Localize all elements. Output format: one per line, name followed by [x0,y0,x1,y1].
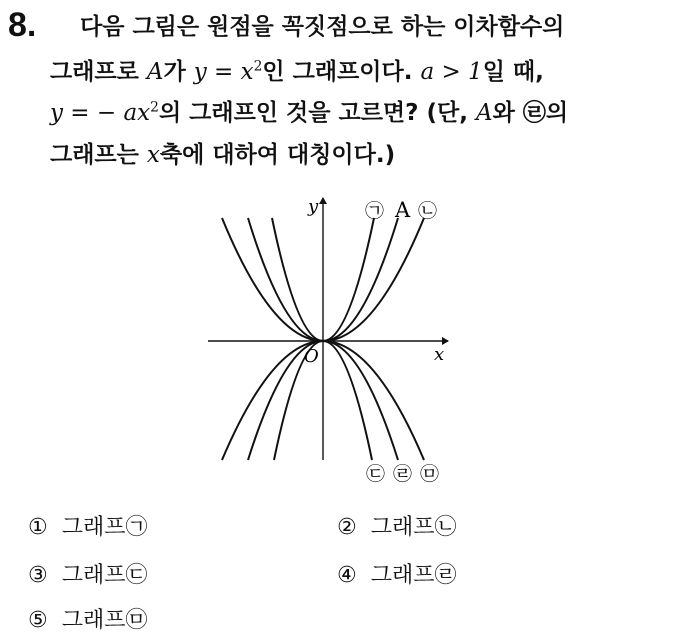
curve-label-digeut: ㉢ [366,463,386,484]
question-line-4 [50,140,395,170]
question-text: 와 ㉣의 [492,100,569,126]
equation-y-x2: $y = x^2$ [193,58,263,85]
question-line-2 [50,57,544,87]
curve-label-mieum: ㉤ [420,463,440,484]
choice-text: 그래프㉠ [61,515,148,540]
origin-label: O [304,346,319,367]
choice-4[interactable] [337,558,457,589]
parabola-graph [200,188,460,484]
choice-text: 그래프㉡ [370,515,457,540]
graph-a-symbol: A [146,59,164,85]
choice-number: ② [337,515,357,540]
x-axis-label: x [434,344,445,365]
curve-label-giyeok: ㉠ [365,200,385,222]
curve-label-rieul: ㉣ [393,463,413,484]
question-text: 일 때, [482,59,544,85]
question-line-3 [50,98,568,128]
graph-a-symbol: A [475,100,493,126]
equation-y-neg-ax2: y = − $ax^2$ [50,99,159,126]
question-text: 의 그래프인 것을 고르면? (단, [158,100,476,126]
y-axis-label: y [308,196,319,217]
choice-3[interactable] [28,558,148,589]
question-text: 가 [163,59,194,85]
question-text: 그래프는 [50,142,147,168]
question-line-1: 다음 그림은 원점을 꼭짓점으로 하는 이차함수의 [80,14,565,40]
question-text: 그래프로 [50,59,147,85]
choice-2[interactable] [337,510,457,541]
choice-text: 그래프㉢ [61,563,148,588]
choice-number: ⑤ [28,608,48,633]
choice-text: 그래프㉤ [61,608,148,633]
choice-text: 그래프㉣ [370,563,457,588]
choice-5[interactable] [28,603,148,634]
curve-label-nieun: ㉡ [418,200,438,222]
question-number: 8. [8,6,37,44]
choice-1[interactable] [28,510,148,541]
question-text: 인 그래프이다. [262,59,421,85]
choice-number: ① [28,515,48,540]
choice-number: ④ [337,563,357,588]
condition-a-gt-1: a > 1 [420,59,483,85]
curve-label-a: A [395,198,411,222]
question-text: 축에 대하여 대칭이다.) [159,142,396,168]
x-axis-symbol: x [146,142,160,168]
choice-number: ③ [28,563,48,588]
